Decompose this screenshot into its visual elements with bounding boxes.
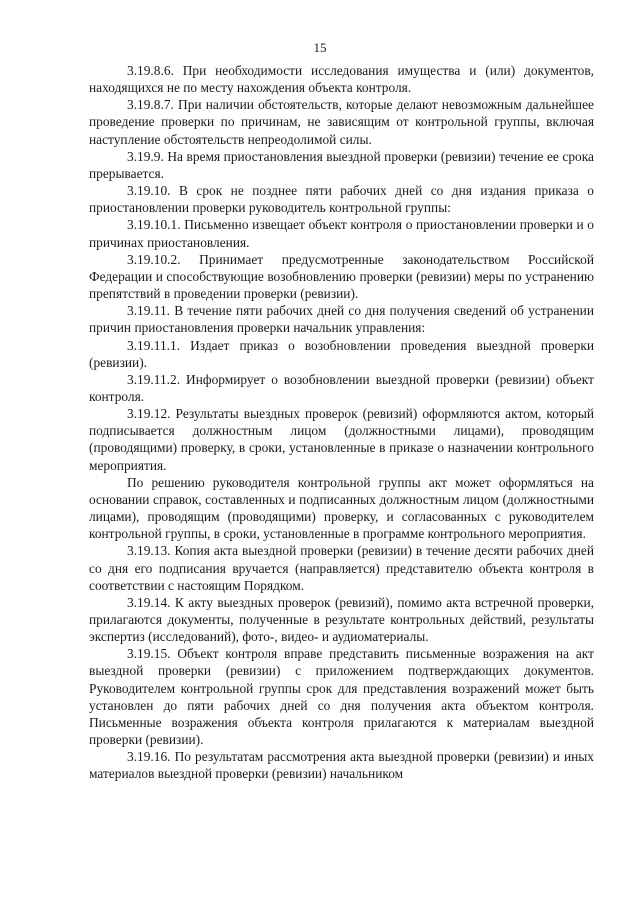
paragraph: 3.19.14. К акту выездных проверок (ревизий), помимо акта встречной проверки, прилагаются документы, полученные в результате контрольных действий, результаты экспертиз (исследований), фото-, видео- и аудиоматериалы. xyxy=(89,594,594,645)
paragraph: 3.19.11.1. Издает приказ о возобновлении проведения выездной проверки (ревизии). xyxy=(89,337,594,370)
paragraph: 3.19.8.7. При наличии обстоятельств, которые делают невозможным дальнейшее проведение проверки по причинам, не зависящим от контрольной группы, включая наступление обстоятельств непреодолимой силы. xyxy=(89,97,594,147)
paragraph: 3.19.8.6. При необходимости исследования имущества и (или) документов, находящихся не по месту нахождения объекта контроля. xyxy=(89,63,594,96)
page-number: 15 xyxy=(313,40,327,55)
paragraph: 3.19.16. По результатам рассмотрения акта выездной проверки (ревизии) и иных материалов выездной проверки (ревизии) начальником xyxy=(89,749,594,782)
paragraph: 3.19.10.2. Принимает предусмотренные законодательством Российской Федерации и способствующие возобновлению проверки (ревизии) меры по устранению препятствий в проведении проверки (ревизии). xyxy=(89,251,594,302)
paragraph: 3.19.11.2. Информирует о возобновлении выездной проверки (ревизии) объект контроля. xyxy=(89,371,594,404)
paragraph: 3.19.10.1. Письменно извещает объект контроля о приостановлении проверки и о причинах приостановления. xyxy=(89,217,594,250)
paragraph: 3.19.15. Объект контроля вправе представить письменные возражения на акт выездной проверки (ревизии) с приложением подтверждающих документов. Руководителем контрольной группы срок для представления возражений может быть установлен до пяти рабочих дней со дня получения акта объектом контроля. Письменные возражения объекта контроля прилагаются к материалам выездной проверки (ревизии). xyxy=(89,646,594,748)
paragraph: 3.19.10. В срок не позднее пяти рабочих дней со дня издания приказа о приостановлении проверки руководитель контрольной группы: xyxy=(89,183,594,216)
paragraph: 3.19.12. Результаты выездных проверок (ревизий) оформляются актом, который подписывается должностным лицом (должностными лицами), проводящим (проводящими) проверку, в сроки, установленные в приказе о назначении контрольного мероприятия. xyxy=(89,406,594,473)
paragraph: 3.19.11. В течение пяти рабочих дней со дня получения сведений об устранении причин приостановления проверки начальник управления: xyxy=(89,303,594,336)
paragraph: 3.19.9. На время приостановления выездной проверки (ревизии) течение ее срока прерывается. xyxy=(89,148,594,181)
paragraph: По решению руководителя контрольной группы акт может оформляться на основании справок, составленных и подписанных должностным лицом (должностными лицами), проводящим (проводящими) проверку, и согласованных с руководителем контрольной группы, в сроки, установленные в программе контрольного мероприятия. xyxy=(89,474,594,542)
document-body xyxy=(89,62,594,783)
paragraph: 3.19.13. Копия акта выездной проверки (ревизии) в течение десяти рабочих дней со дня его подписания вручается (направляется) представителю объекта контроля в соответствии с настоящим Порядком. xyxy=(89,543,594,593)
